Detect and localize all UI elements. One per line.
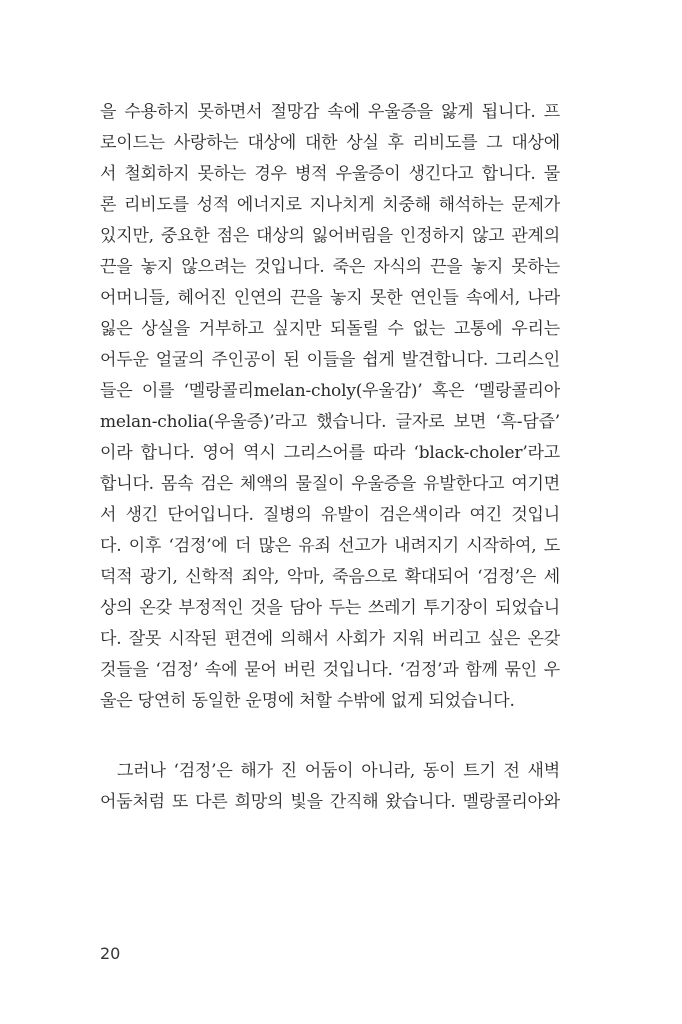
paragraph-break [100, 717, 560, 756]
text-line: 합니다. 몸속 검은 체액의 물질이 우울증을 유발한다고 여기면 [100, 474, 560, 494]
text-line: 상의 온갖 부정적인 것을 담아 두는 쓰레기 투기장이 되었습니 [100, 598, 560, 618]
text-line: 다. 잘못 시작된 편견에 의해서 사회가 지워 버리고 싶은 온갖 [100, 629, 560, 649]
text-line: 그러나 ‘검정’은 해가 진 어둠이 아니라, 동이 트기 전 새벽 [117, 761, 560, 781]
text-line: 울은 당연히 동일한 운명에 처할 수밖에 없게 되었습니다. [100, 691, 515, 711]
text-line: 것들을 ‘검정’ 속에 묻어 버린 것입니다. ‘검정’과 함께 묶인 우 [100, 660, 560, 680]
text-line: 어머니들, 헤어진 인연의 끈을 놓지 못한 연인들 속에서, 나라 [100, 288, 560, 308]
text-line: 어둠처럼 또 다른 희망의 빛을 간직해 왔습니다. 멜랑콜리아와 [100, 792, 560, 812]
text-line: 다. 이후 ‘검정’에 더 많은 유죄 선고가 내려지기 시작하여, 도 [100, 536, 560, 556]
text-line: 끈을 놓지 않으려는 것입니다. 죽은 자식의 끈을 놓지 못하는 [100, 257, 560, 277]
text-line: 서 생긴 단어입니다. 질병의 유발이 검은색이라 여긴 것입니 [100, 505, 560, 525]
text-line: 들은 이를 ‘멜랑콜리melan-choly(우울감)’ 혹은 ‘멜랑콜리아 [100, 381, 560, 401]
text-line: 덕적 광기, 신학적 죄악, 악마, 죽음으로 확대되어 ‘검정’은 세 [100, 567, 560, 587]
text-line: 서 철회하지 못하는 경우 병적 우울증이 생긴다고 합니다. 물 [100, 164, 560, 184]
text-line: melan-cholia(우울증)’라고 했습니다. 글자로 보면 ‘흑-담즙’ [100, 412, 560, 432]
text-line: 어두운 얼굴의 주인공이 된 이들을 쉽게 발견합니다. 그리스인 [100, 350, 560, 370]
text-line: 로이드는 사랑하는 대상에 대한 상실 후 리비도를 그 대상에 [100, 133, 560, 153]
text-line: 있지만, 중요한 점은 대상의 잃어버림을 인정하지 않고 관계의 [100, 226, 560, 246]
page-number: 20 [100, 944, 121, 963]
text-line: 을 수용하지 못하면서 절망감 속에 우울증을 앓게 됩니다. 프 [100, 102, 560, 122]
text-line: 잃은 상실을 거부하고 싶지만 되돌릴 수 없는 고통에 우리는 [100, 319, 560, 339]
text-line: 이라 합니다. 영어 역시 그리스어를 따라 ‘black-choler’라고 [100, 443, 560, 463]
body-text [100, 97, 560, 818]
text-line: 론 리비도를 성적 에너지로 지나치게 치중해 해석하는 문제가 [100, 195, 560, 215]
